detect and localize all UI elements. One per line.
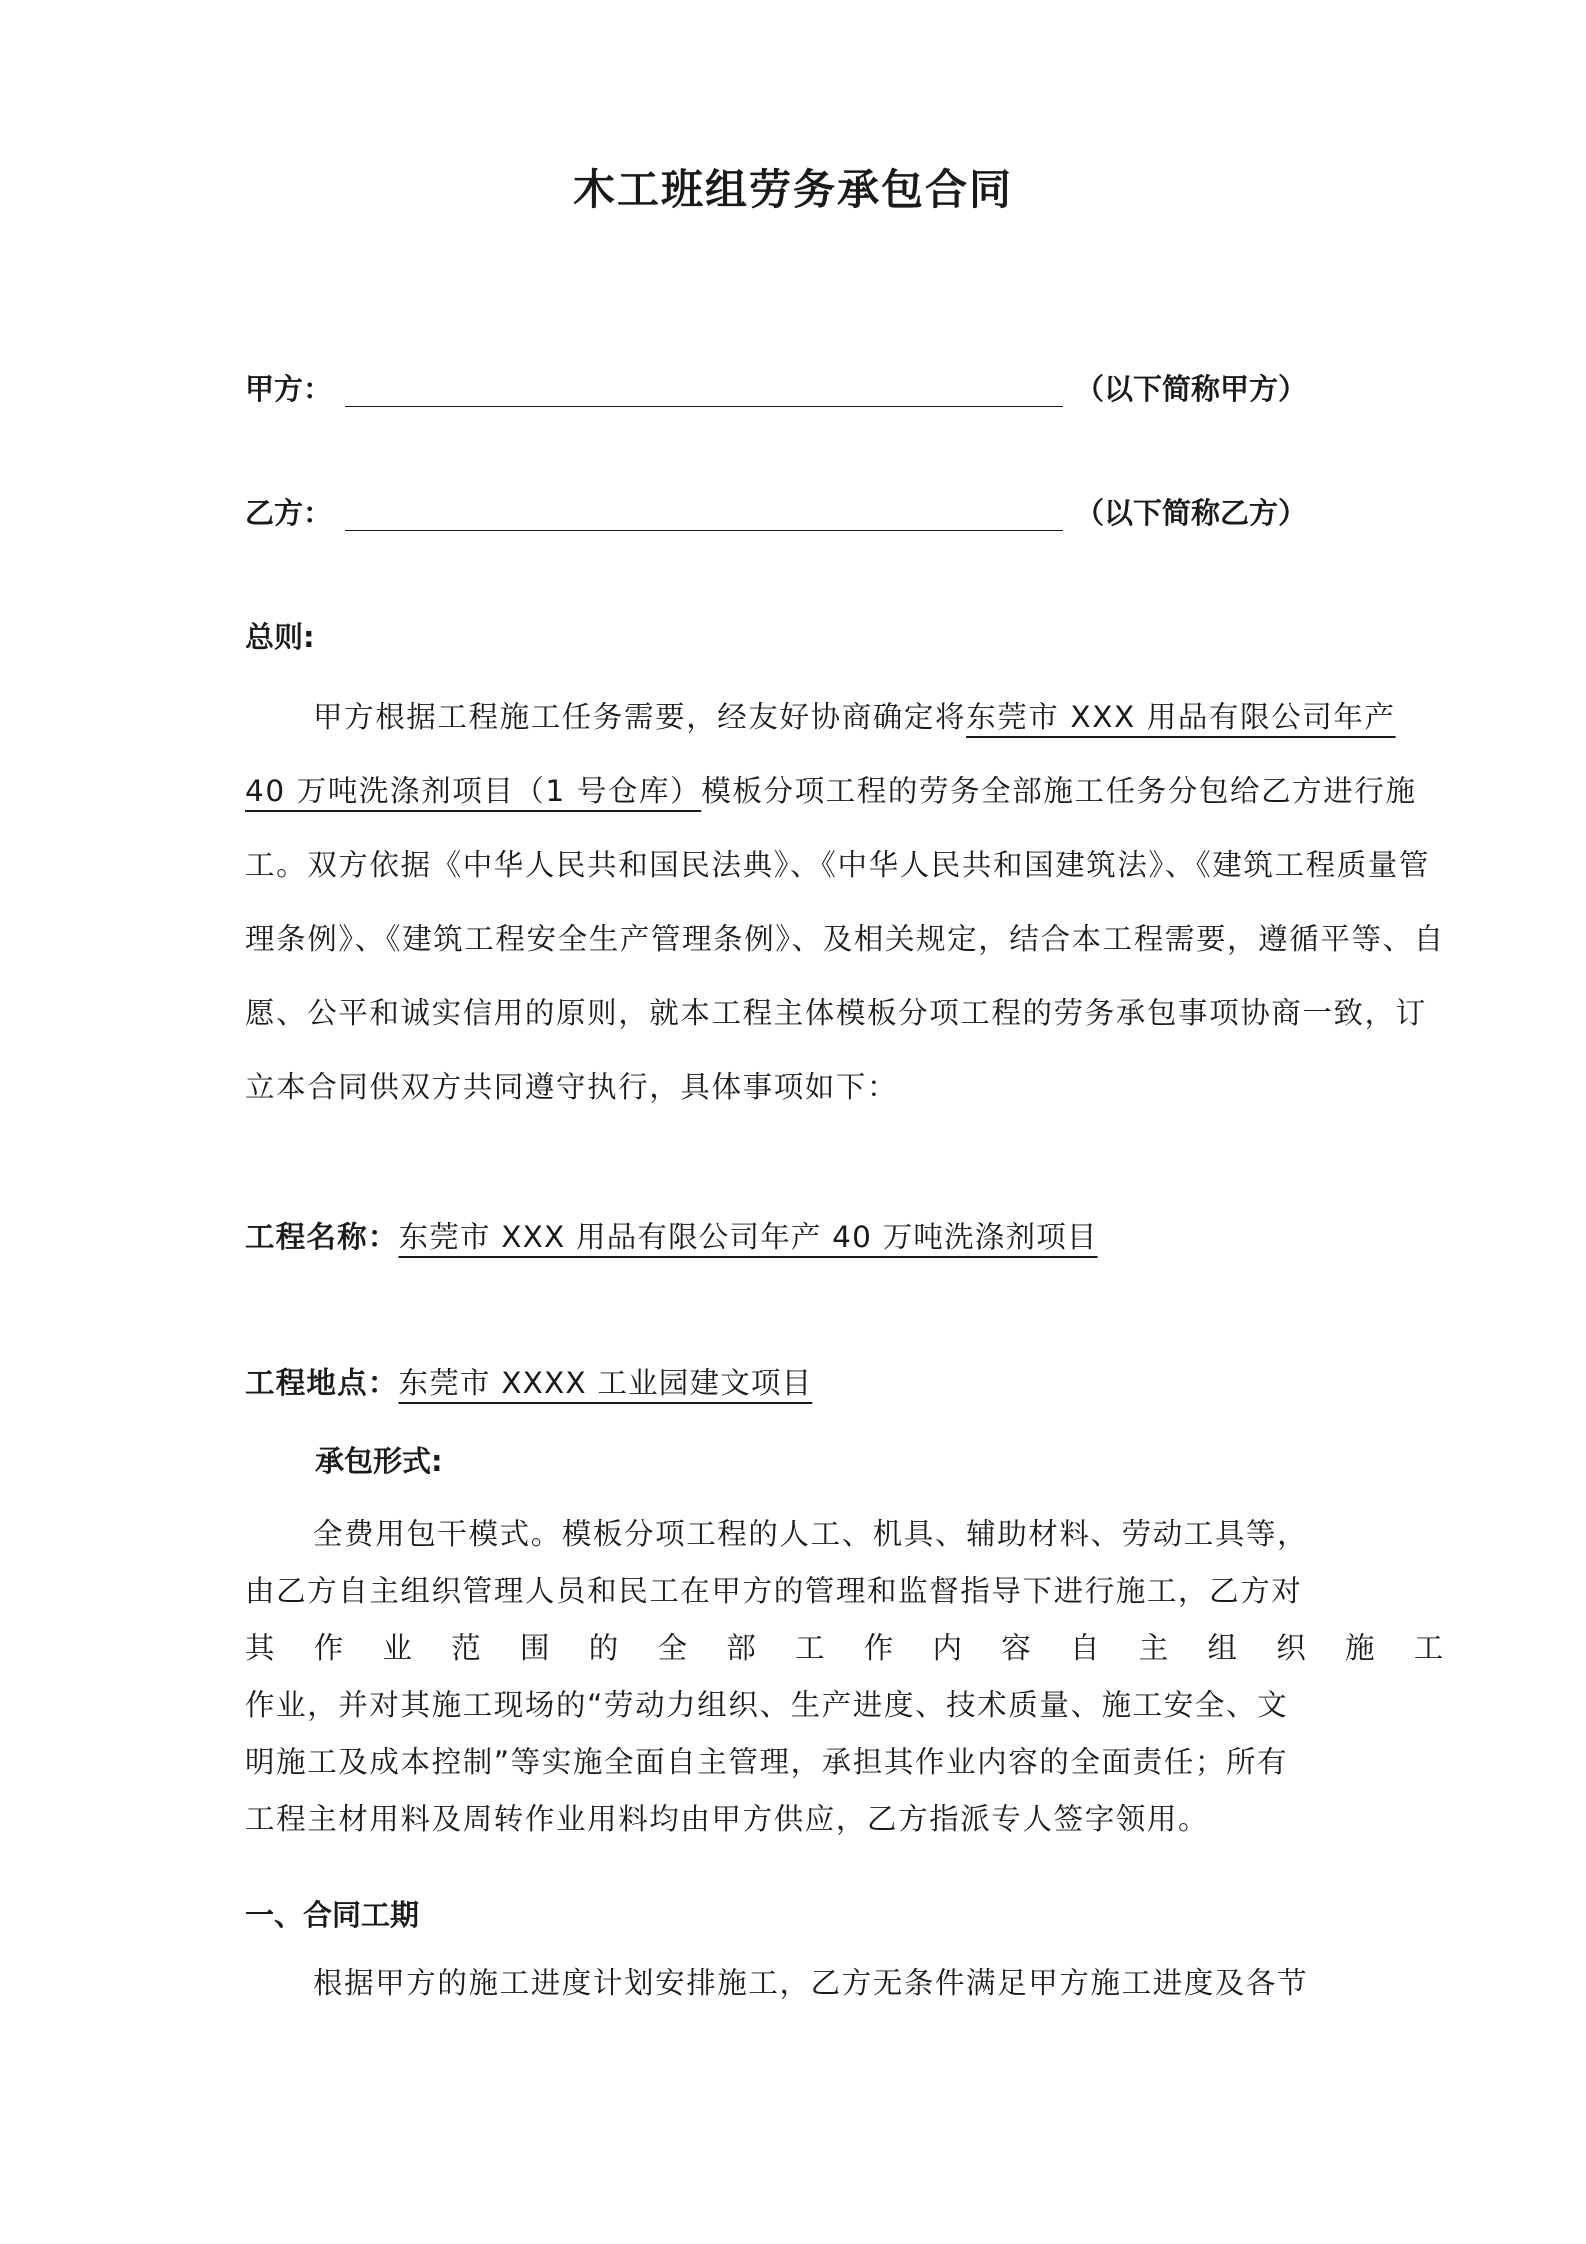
- contract-form-line-3-char: 织: [1276, 1631, 1308, 1665]
- section-1-heading: 一、合同工期: [245, 1898, 420, 1932]
- party-a-blank-line: [345, 406, 1063, 407]
- contract-form-line-3-char: 主: [1138, 1631, 1170, 1665]
- contract-form-line-3: [245, 1620, 1445, 1677]
- contract-form-line-1: 全费用包干模式。模板分项工程的人工、机具、辅助材料、劳动工具等，: [313, 1517, 1309, 1551]
- section-1-text: 根据甲方的施工进度计划安排施工，乙方无条件满足甲方施工进度及各节: [313, 1966, 1309, 2000]
- document-title: 木工班组劳务承包合同: [572, 165, 1013, 214]
- contract-form-line-3-char: 自: [1070, 1631, 1102, 1665]
- contract-form-line-4: 作业，并对其施工现场的“劳动力组织、生产进度、技术质量、施工安全、文: [245, 1688, 1289, 1722]
- party-b-label: 乙方：: [245, 496, 333, 530]
- contract-form-line-3-char: 作: [313, 1631, 345, 1665]
- general-text-1: 甲方根据工程施工任务需要，经友好协商确定将: [313, 700, 967, 734]
- contract-form-line-3-char: 组: [1207, 1631, 1239, 1665]
- contract-form-line-3-char: 围: [520, 1631, 552, 1665]
- contract-form-line-3-char: 作: [863, 1631, 895, 1665]
- project-name-row: [245, 1212, 1098, 1262]
- project-location-row: [245, 1358, 812, 1408]
- contract-form-line-3-char: 业: [382, 1631, 414, 1665]
- contract-form-line-3-char: 工: [795, 1631, 827, 1665]
- contract-form-line-2: 由乙方自主组织管理人员和民工在甲方的管理和监督指导下进行施工，乙方对: [245, 1574, 1303, 1608]
- project-underlined-text: 东莞市 XXX 用品有限公司年产 40 万吨洗涤剂项目（1 号仓库）: [245, 700, 1396, 808]
- general-heading: 总则:: [245, 620, 315, 654]
- contract-form-line-3-char: 施: [1345, 1631, 1377, 1665]
- party-a-row: [245, 362, 1395, 416]
- project-name-label: 工程名称：: [245, 1220, 399, 1254]
- contract-form-paragraph: [245, 1506, 1445, 1848]
- contract-form-heading: 承包形式:: [315, 1444, 443, 1478]
- general-text-2: 模板分项工程的劳务全部施工任务分包给乙方进行施工。双方依据《中华人民共和国民法典》、《中华人民共和国建筑法》、《建筑工程质量管理条例》、《建筑工程安全生产管理条例》、及相关规定，结合本工程需要，遵循平等、自愿、公平和诚实信用的原则，就本工程主体模板分项工程的劳务承包事项协商一致，订立本合同供双方共同遵守执行，具体事项如下：: [245, 774, 1445, 1104]
- party-b-row: [245, 486, 1395, 540]
- contract-form-line-3-char: 的: [588, 1631, 620, 1665]
- party-b-blank-line: [345, 530, 1063, 531]
- section-1-paragraph: [245, 1955, 1445, 2012]
- contract-form-line-3-char: 范: [451, 1631, 483, 1665]
- contract-form-line-3-char: 容: [1001, 1631, 1033, 1665]
- contract-form-line-3-char: 全: [657, 1631, 689, 1665]
- party-b-note: （以下简称乙方）: [1075, 496, 1308, 530]
- contract-form-line-3-char: 其: [245, 1631, 277, 1665]
- general-paragraph: [245, 680, 1445, 1124]
- project-location-label: 工程地点：: [245, 1366, 399, 1400]
- project-location-value: 东莞市 XXXX 工业园建文项目: [398, 1366, 813, 1400]
- contract-form-line-6: 工程主材用料及周转作业用料均由甲方供应，乙方指派专人签字领用。: [245, 1802, 1210, 1836]
- project-name-value: 东莞市 XXX 用品有限公司年产 40 万吨洗涤剂项目: [398, 1220, 1098, 1254]
- party-a-note: （以下简称甲方）: [1075, 372, 1308, 406]
- contract-form-line-3-char: 内: [932, 1631, 964, 1665]
- party-a-label: 甲方：: [245, 372, 333, 406]
- contract-form-line-3-char: 部: [726, 1631, 758, 1665]
- contract-form-line-5: 明施工及成本控制”等实施全面自主管理，承担其作业内容的全面责任；所有: [245, 1745, 1289, 1779]
- contract-form-line-3-char: 工: [1413, 1631, 1445, 1665]
